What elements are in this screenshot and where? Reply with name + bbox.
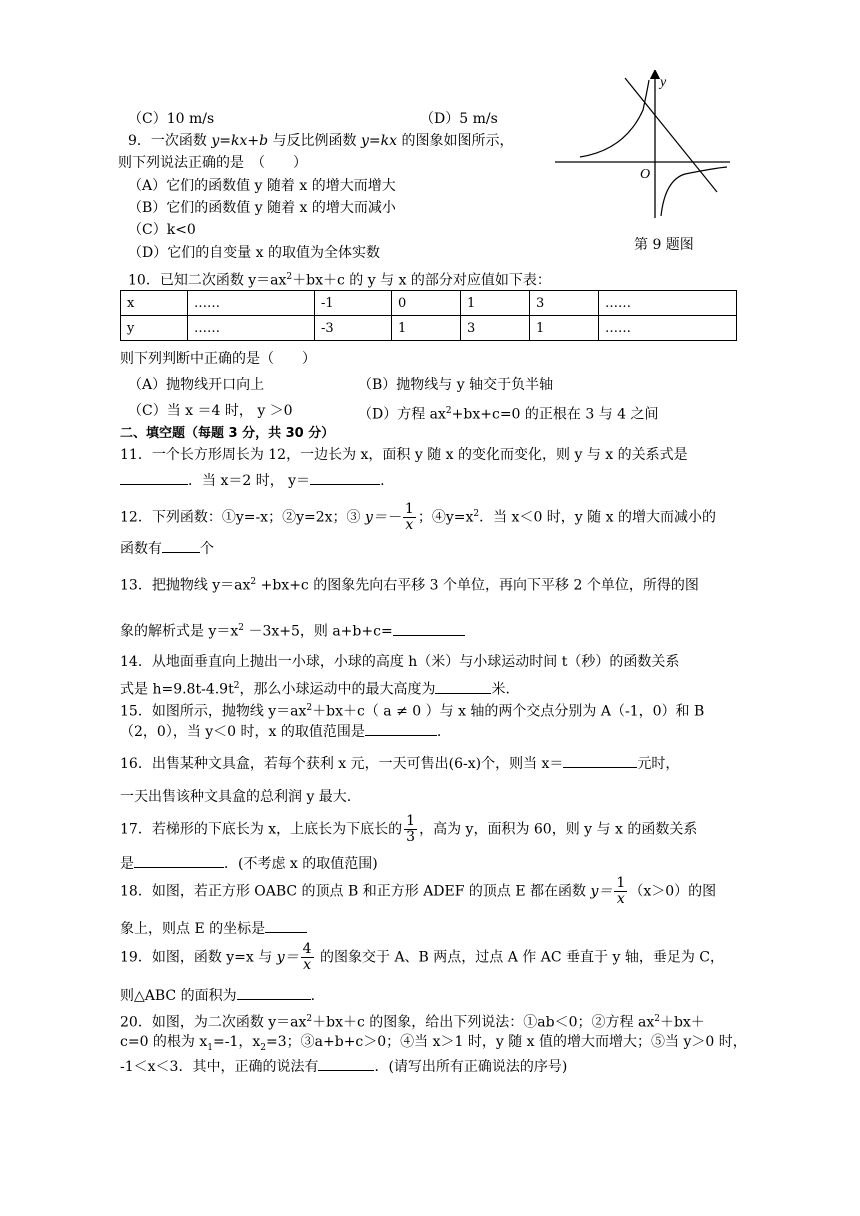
denominator: x [303, 957, 312, 973]
q10-sup: 2 [286, 272, 293, 282]
q15-l1b: ＋bx＋c（ a ≠ 0 ）与 x 轴的两个交点分别为 A（-1，0）和 B [312, 703, 705, 720]
q8-option-d: （D）5 m/s [420, 111, 498, 127]
q12-l2b: 个 [200, 541, 214, 557]
table-cell: y [121, 316, 188, 341]
answer-blank[interactable] [318, 1056, 374, 1071]
q10-option-b: （B）抛物线与 y 轴交于负半轴 [358, 377, 554, 393]
answer-blank[interactable] [393, 621, 465, 636]
q14-line1: 14．从地面垂直向上抛出一小球，小球的高度 h（米）与小球运动时间 t（秒）的函数关系 [120, 654, 680, 670]
q16-line1 [120, 753, 679, 773]
q13-l2b: －3x+5，则 a+b+c= [244, 623, 393, 640]
q15-line2 [120, 721, 441, 741]
q19-line2 [120, 985, 315, 1005]
q13-l1a: 13．把抛物线 y＝ax [120, 577, 251, 594]
q16-l1b: 元时， [637, 756, 680, 772]
fraction [301, 942, 314, 973]
numerator: 1 [406, 813, 416, 829]
q12-yeq: y＝－ [364, 509, 401, 526]
q12-c: ．当 x＜0 时，y 随 x 的增大而减小的 [479, 509, 716, 526]
q20-line3 [120, 1056, 567, 1076]
fraction [614, 876, 627, 907]
numerator: 1 [404, 501, 414, 518]
q10-stem-a: 10．已知二次函数 y＝ax [128, 272, 287, 289]
table-cell: …… [599, 291, 737, 316]
q20-l3a: -1＜x＜3．其中，正确的说法有 [120, 1059, 319, 1075]
q16-line2: 一天出售该种文具盒的总利润 y 最大. [120, 789, 352, 805]
q12-sup: 2 [473, 509, 480, 519]
q20-sup2: 2 [654, 1014, 660, 1024]
q20-l2a: c=0 的根为 x [120, 1034, 208, 1050]
numerator: 4 [302, 941, 312, 957]
table-cell: 3 [461, 316, 530, 341]
denominator: x [616, 891, 625, 907]
answer-blank[interactable] [435, 679, 491, 694]
q13-l2a: 象的解析式是 y＝x [120, 623, 239, 640]
q20-l2c: =3；③a+b+c＞0；④当 x＞1 时，y 随 x 值的增大而增大；⑤当 y＞0 时， [266, 1034, 747, 1050]
denominator: x [405, 517, 414, 534]
section-2-heading: 二、填空题（每题 3 分，共 30 分） [120, 426, 335, 441]
q20-l1b: ＋bx＋c 的图象，给出下列说法：①ab＜0；②方程 ax [312, 1014, 655, 1031]
q10-d-sup: 2 [445, 406, 452, 416]
table-cell: -3 [315, 316, 392, 341]
q20-sup1: 2 [306, 1014, 313, 1024]
answer-blank[interactable] [237, 985, 311, 1000]
q20-l3b: ．(请写出所有正确说法的序号) [374, 1059, 568, 1075]
q19-l2a: 则△ABC 的面积为 [120, 988, 237, 1004]
q20-line2 [120, 1033, 747, 1057]
numerator: 1 [616, 875, 626, 891]
q9-figure [555, 70, 735, 230]
q14-l2a: 式是 h=9.8t-4.9t [120, 681, 234, 698]
q20-line1 [120, 1010, 705, 1032]
q20-sub2: 2 [260, 1042, 267, 1053]
q10-stem-b: ＋bx＋c 的 y 与 x 的部分对应值如下表： [292, 272, 551, 289]
q9-figure-caption: 第 9 题图 [634, 237, 694, 253]
q14-l2c: 米. [491, 681, 510, 698]
q18-yeq: y＝ [590, 883, 613, 900]
q13-line1 [120, 573, 699, 595]
q14-sup: 2 [233, 681, 240, 691]
answer-blank[interactable] [120, 470, 188, 485]
q10-option-c: （C）当 x ＝4 时， y ＞0 [128, 403, 293, 419]
q9-option-a: （A）它们的函数值 y 随着 x 的增大而增大 [128, 178, 396, 194]
linear-function-line [625, 78, 717, 192]
q10-value-table [120, 290, 737, 341]
q9-stem-a: 9．一次函数 [128, 133, 212, 149]
q17-l1b: ，高为 y，面积为 60，则 y 与 x 的函数关系 [419, 821, 698, 838]
fraction [404, 814, 417, 845]
q19-yeq: y＝ [276, 949, 299, 966]
q20-sub1: 1 [207, 1042, 214, 1053]
q12-a: 12．下列函数：①y=-x；②y=2x；③ [120, 509, 365, 526]
q17-l1a: 17．若梯形的下底长为 x，上底长为下底长的 [120, 821, 403, 838]
q14-line2 [120, 677, 510, 699]
q9-linear: y=kx+b [211, 133, 269, 149]
q15-l1a: 15．如图所示，抛物线 y＝ax [120, 703, 307, 720]
q20-l2b: =-1，x [213, 1034, 261, 1050]
q17-l2a: 是 [120, 856, 134, 872]
q15-line1 [120, 699, 704, 721]
q9-option-d: （D）它们的自变量 x 的取值为全体实数 [128, 245, 381, 261]
q9-option-c: （C）k<0 [128, 222, 196, 238]
q16-l1a: 16．出售某种文具盒，若每个获利 x 元，一天可售出(6-x)个，则当 x＝ [120, 756, 564, 772]
q10-option-d [358, 402, 659, 424]
q14-l2b: ，那么小球运动中的最大高度为 [239, 681, 436, 698]
q18-line1 [120, 876, 716, 907]
table-cell: …… [188, 316, 315, 341]
q19-line1 [120, 942, 724, 973]
table-cell: 1 [530, 316, 599, 341]
table-cell: -1 [315, 291, 392, 316]
q15-sup: 2 [306, 703, 313, 713]
q18-l2a: 象上，则点 E 的坐标是 [120, 921, 266, 937]
table-row [121, 316, 737, 341]
q13-sup2: 2 [238, 623, 244, 633]
q17-l2b: ．(不考虑 x 的取值范围) [224, 856, 378, 872]
table-cell: 3 [530, 291, 599, 316]
q9-stem [128, 132, 513, 150]
fraction [403, 502, 416, 533]
q11-l2a: ．当 x＝2 时， y＝ [188, 473, 311, 489]
q11-line1: 11．一个长方形周长为 12，一边长为 x，面积 y 随 x 的变化而变化，则 y 与 x 的关系式是 [120, 447, 688, 463]
answer-blank[interactable] [265, 918, 307, 933]
q12-line2 [120, 538, 214, 558]
q12-b: ；④y=x [417, 509, 474, 526]
table-cell: …… [188, 291, 315, 316]
y-axis-label: y [660, 75, 667, 90]
q9-stem-c: 与反比例函数 [268, 133, 361, 149]
q9-stem-e: 的图象如图所示， [397, 133, 514, 149]
q13-l1b: +bx+c 的图象先向右平移 3 个单位，再向下平移 2 个单位，所得的图 [256, 577, 699, 594]
q8-option-c: （C）10 m/s [128, 111, 215, 127]
hyperbola-branch-upper [580, 80, 649, 157]
q9-question: 则下列说法正确的是 （ ） [118, 155, 307, 171]
q18-l1b: （x＞0）的图 [629, 883, 717, 900]
q12-line1 [120, 500, 716, 533]
q15-l2a: （2，0），当 y＜0 时，x 的取值范围是 [120, 724, 365, 740]
table-cell: 1 [461, 291, 530, 316]
denominator: 3 [406, 829, 416, 845]
q17-line1 [120, 814, 697, 845]
table-row [121, 291, 737, 316]
q10-judge: 则下列判断中正确的是（ ） [120, 351, 316, 367]
q19-l2b: . [310, 988, 316, 1004]
q19-l1b: 的图象交于 A、B 两点，过点 A 作 AC 垂直于 y 轴，垂足为 C， [315, 949, 724, 966]
answer-blank[interactable] [563, 753, 637, 768]
q11-line2 [120, 470, 385, 490]
q13-sup1: 2 [250, 577, 257, 587]
q12-l2a: 函数有 [120, 541, 162, 557]
q20-l1c: ＋bx＋ [659, 1014, 705, 1031]
q10-option-a: （A）抛物线开口向上 [128, 377, 265, 393]
answer-blank[interactable] [365, 721, 437, 736]
q9-inverse: y=kx [360, 133, 398, 149]
table-cell: 1 [392, 316, 461, 341]
q10-d-b: +bx+c=0 的正根在 3 与 4 之间 [451, 406, 659, 423]
table-cell: …… [599, 316, 737, 341]
q15-l2b: . [436, 724, 442, 740]
q19-l1a: 19．如图，函数 y=x 与 [120, 949, 277, 966]
q18-line2 [120, 918, 307, 938]
answer-blank[interactable] [162, 538, 200, 553]
table-cell: x [121, 291, 188, 316]
q10-stem [128, 268, 551, 290]
q9-option-b: （B）它们的函数值 y 随着 x 的增大而减小 [128, 200, 396, 216]
answer-blank[interactable] [134, 853, 224, 868]
q17-line2 [120, 853, 378, 873]
q10-d-a: （D）方程 ax [358, 406, 446, 423]
q18-l1a: 18．如图，若正方形 OABC 的顶点 B 和正方形 ADEF 的顶点 E 都在函数 [120, 883, 591, 900]
q11-l2b: . [380, 473, 385, 489]
origin-label: O [640, 167, 651, 182]
q13-line2 [120, 619, 465, 641]
table-cell: 0 [392, 291, 461, 316]
answer-blank[interactable] [310, 470, 380, 485]
q20-l1a: 20．如图，为二次函数 y＝ax [120, 1014, 307, 1031]
